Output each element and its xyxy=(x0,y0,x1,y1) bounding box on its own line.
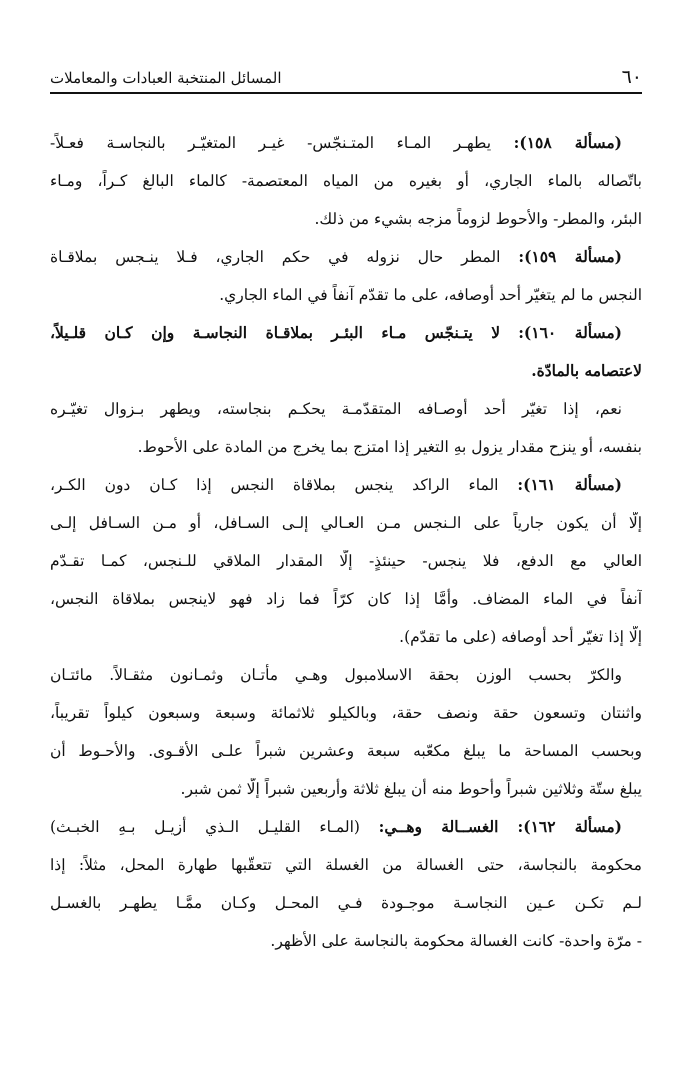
masala-label: (مسألة ١٦٢): الغســالة وهــي: xyxy=(378,817,622,836)
text-line: والكرّ بحسب الوزن بحقة الاسلامبول وهـي مأتـان وثمـانون مثقـالاً. مائتـان xyxy=(50,666,622,684)
document-body xyxy=(50,132,642,968)
text-line: - مرّة واحدة- كانت الغسالة محكومة بالنجاسة على الأظهر. xyxy=(270,932,642,950)
text-line: البئر، والمطر- والأحوط لزوماً مزجه بشيء من ذلك. xyxy=(314,210,642,228)
masala-label: (مسألة ١٦٠): xyxy=(518,323,622,342)
text-line: (مسألة ١٦١): الماء الراكد ينجس بملاقاة النجس إذا كـان دون الكـر، xyxy=(50,475,622,494)
text-line: نعم، إذا تغيّر أحد أوصـافه المتقدّمـة يحكـم بنجاسته، ويطهر بـزوال تغيّـره xyxy=(50,400,622,418)
text-line: بنفسه، أو ينزح مقدار يزول بهِ التغير إذا امتزج بما يخرج من المادة على الأحوط. xyxy=(137,438,642,456)
running-title: المسائل المنتخبة العبادات والمعاملات xyxy=(50,69,282,87)
text-line: يبلغ ستّة وثلاثين شبراً وأحوط منه أن يبلغ ثلاثة وأربعين شبراً إلّا ثمن شبر. xyxy=(180,780,642,798)
masala-161 xyxy=(50,474,642,664)
text-line: واثنتان وتسعون حقة ونصف حقة، وبالكيلو ثلاثمائة وسبعة وسبعون كيلواً تقريباً، xyxy=(50,704,642,722)
text-line: (مسألة ١٥٩): المطر حال نزوله في حكم الجاري، فـلا ينـجس بملاقـاة xyxy=(50,247,622,266)
masala-160 xyxy=(50,322,642,398)
page-number: ٦٠ xyxy=(621,66,642,88)
text-line: العالي مع الدفع، فلا ينجس- حينئذٍ- إلّا المقدار الملاقي للـنجس، كمـا تقـدّم xyxy=(50,552,642,570)
text-line: لـم تكـن عـين النجاسـة موجـودة فـي المحـل وكـان ممَّـا يطهـر بالغسـل xyxy=(50,894,642,912)
paragraph-note xyxy=(50,398,642,474)
masala-158 xyxy=(50,132,642,246)
masala-label: (مسألة ١٦١): xyxy=(517,475,622,494)
text-line: النجس ما لم يتغيّر أحد أوصافه، على ما تقدّم آنفاً في الماء الجاري. xyxy=(219,286,642,304)
masala-label: (مسألة ١٥٨): xyxy=(513,133,622,152)
masala-162 xyxy=(50,816,642,968)
masala-159 xyxy=(50,246,642,322)
text-line: باتّصاله بالماء الجاري، أو بغيره من المياه المعتصمة- كالماء البالغ كـراً، ومـاء xyxy=(50,172,642,190)
text-line: وبحسب المساحة ما يبلغ مكعّبه سبعة وعشرين شبراً علـى الأقـوى. والأحـوط أن xyxy=(50,742,642,760)
paragraph-kurr xyxy=(50,664,642,816)
text-line: (مسألة ١٦٠): لا يتـنجّس مـاء البئـر بملاقـاة النجاسـة وإن كـان قلـيلاً، xyxy=(50,323,622,342)
page-header xyxy=(50,58,642,88)
header-divider xyxy=(50,92,642,94)
text-line: آنفاً في الماء المضاف. وأمَّا إذا كان كرّاً فما زاد فهو لاينجس بملاقاة النجس، xyxy=(50,590,642,608)
masala-label: (مسألة ١٥٩): xyxy=(518,247,622,266)
text-line: لاعتصامه بالمادّة. xyxy=(531,361,642,380)
text-line: إلّا إذا تغيّر أحد أوصافه (على ما تقدّم). xyxy=(399,628,642,646)
text-line: إلّا أن يكون جارياً على الـنجس مـن العـالي إلـى السـافل، أو مـن السـافل إلـى xyxy=(50,514,642,532)
text-line: (مسألة ١٥٨): يطهـر المـاء المتـنجّس- غيـر المتغيّـر بالنجاسـة فعـلاً- xyxy=(50,133,622,152)
text-line: محكومة بالنجاسة، حتى الغسالة من الغسلة التي تتعقّبها طهارة المحل، مثلاً: إذا xyxy=(50,856,642,874)
text-line: (مسألة ١٦٢): الغســالة وهــي: (المـاء القليـل الـذي أزيـل بـهِ الخبـث) xyxy=(50,817,622,836)
